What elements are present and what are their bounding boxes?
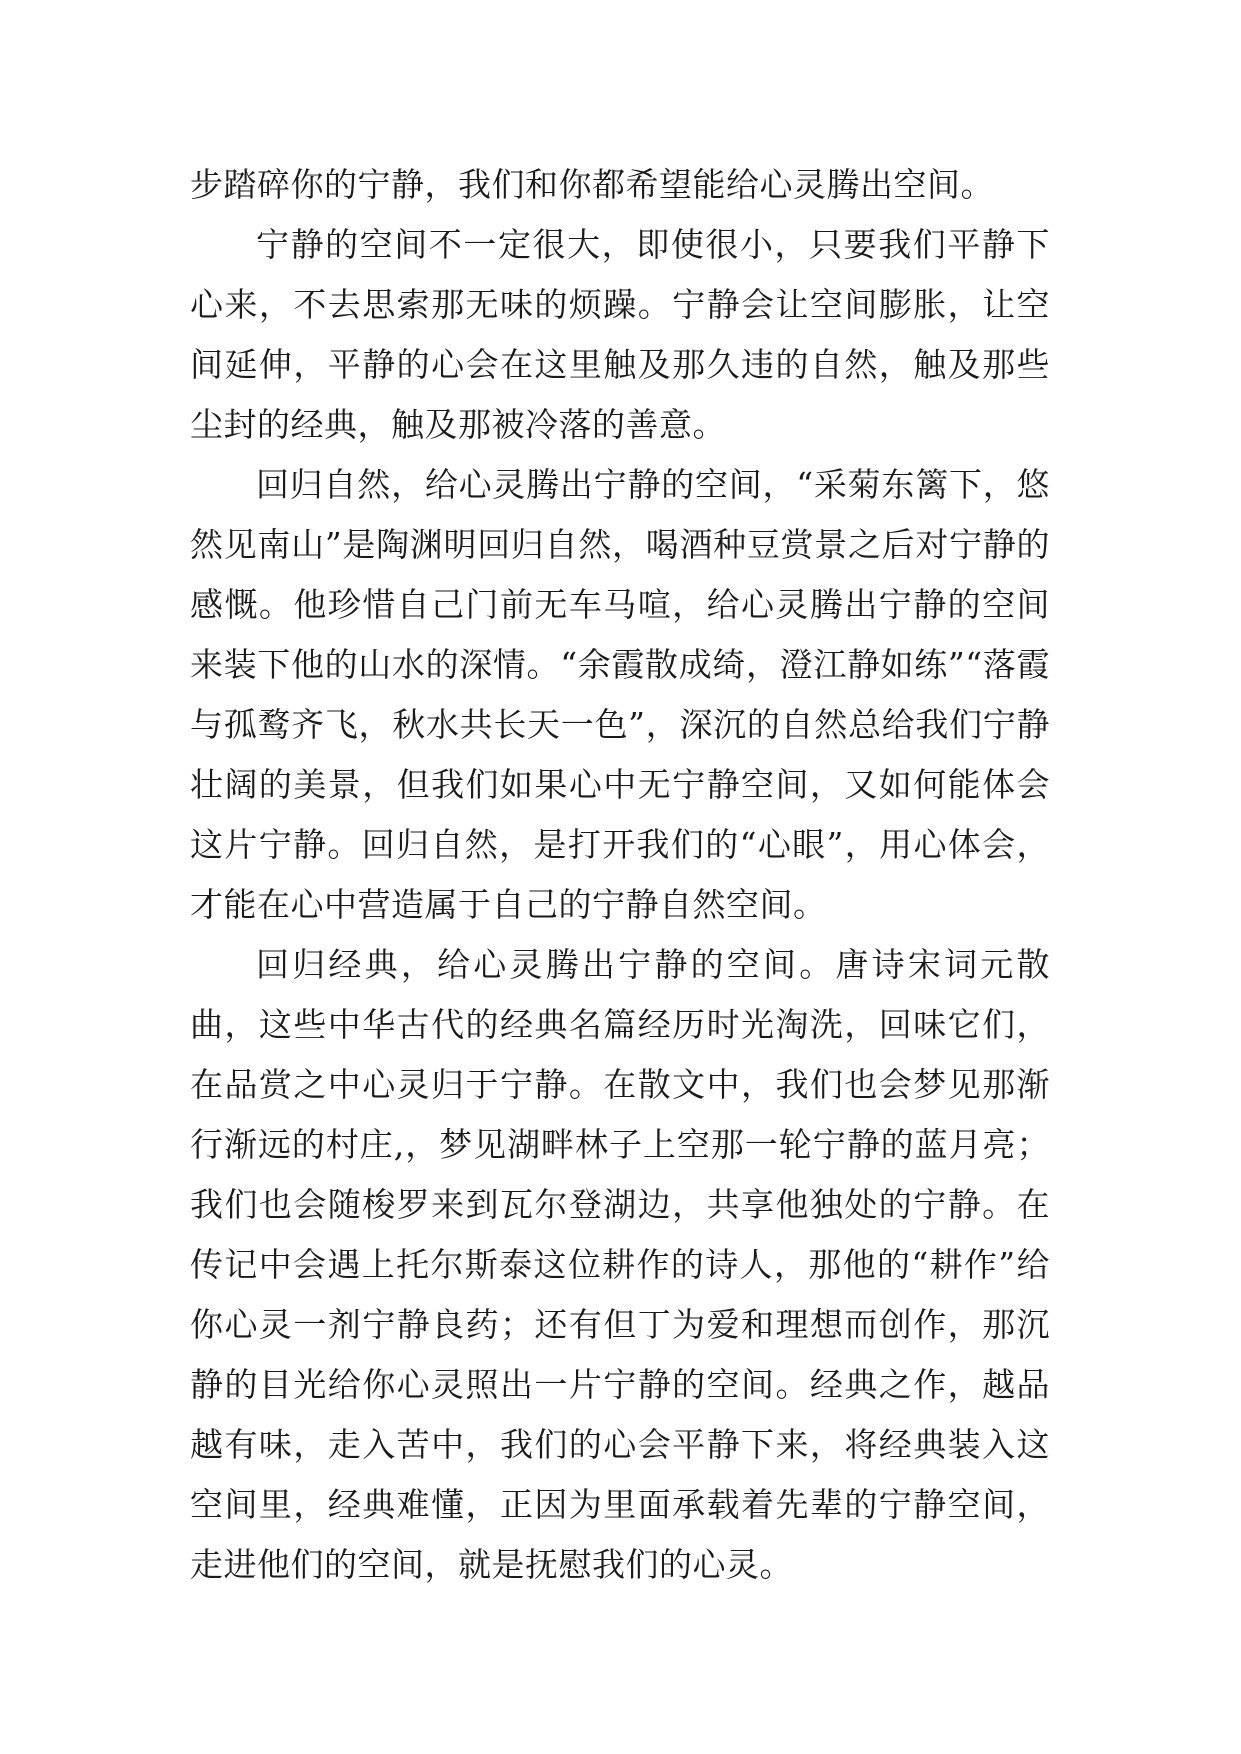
- paragraph-quiet-space: 宁静的空间不一定很大，即使很小，只要我们平静下心来，不去思索那无味的烦躁。宁静会让空间膨胀，让空间延伸，平静的心会在这里触及那久违的自然，触及那些尘封的经典，触及那被冷落的善意。: [190, 225, 1050, 444]
- paragraph-return-to-classics: 回归经典，给心灵腾出宁静的空间。唐诗宋词元散曲，这些中华古代的经典名篇经历时光淘洗，回味它们，在品赏之中心灵归于宁静。在散文中，我们也会梦见那渐行渐远的村庄,，梦见湖畔林子上空那一轮宁静的蓝月亮；我们也会随梭罗来到瓦尔登湖边，共享他独处的宁静。在传记中会遇上托尔斯泰这位耕作的诗人，那他的“耕作”给你心灵一剂宁静良药；还有但丁为爱和理想而创作，那沉静的目光给你心灵照出一片宁静的空间。经典之作，越品越有味，走入苦中，我们的心会平静下来，将经典装入这空间里，经典难懂，正因为里面承载着先辈的宁静空间，走进他们的空间，就是抚慰我们的心灵。: [190, 945, 1050, 1584]
- paragraph-continuation: 步踏碎你的宁静，我们和你都希望能给心灵腾出空间。: [190, 165, 994, 204]
- essay-body: [190, 155, 1050, 1595]
- paragraph-return-to-nature: 回归自然，给心灵腾出宁静的空间，“采菊东篱下，悠然见南山”是陶渊明回归自然，喝酒种豆赏景之后对宁静的感慨。他珍惜自己门前无车马喧，给心灵腾出宁静的空间来装下他的山水的深情。“余霞散成绮，澄江静如练”“落霞与孤鹜齐飞，秋水共长天一色”，深沉的自然总给我们宁静壮阔的美景，但我们如果心中无宁静空间，又如何能体会这片宁静。回归自然，是打开我们的“心眼”，用心体会，才能在心中营造属于自己的宁静自然空间。: [190, 465, 1050, 924]
